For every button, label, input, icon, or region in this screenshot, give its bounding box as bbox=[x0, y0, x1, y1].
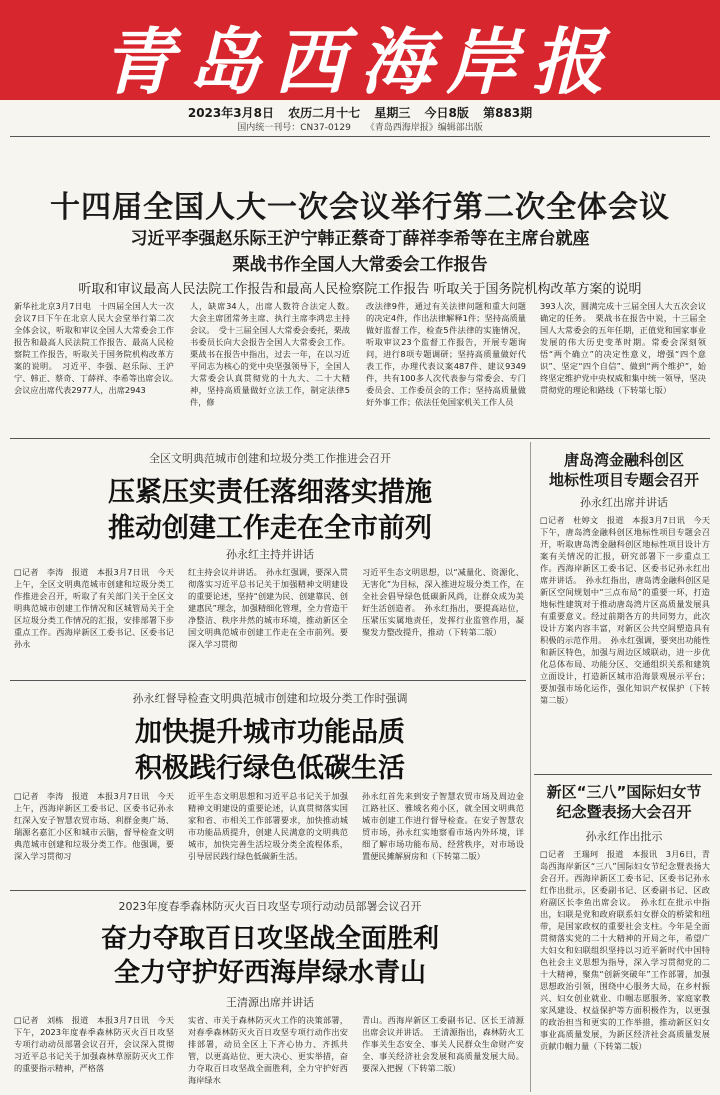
publication-code: 国内统一刊号：CN37-0129 bbox=[237, 123, 351, 133]
story2-kicker: 全区文明典范城市创建和垃圾分类工作推进会召开 bbox=[149, 452, 391, 465]
side2-body: □记者 王瑞珂 报道 本报讯 3月6日，青岛西海岸新区“三八”国际妇女节纪念暨表扬大会召开。西海岸新区工委书记、区委书记孙永红作出批示，区委副书记、区委副书记、区政府副区长李鱼出席会议。 孙永红在批示中指出，妇联是党和政府联系妇女群众的桥梁和纽带，是国家政权的重要社会支柱。今年是全面贯彻落实党的二十大精神的开局之年，希望广大妇女和妇联组织坚持以习近平新时代中国特色社会主义思想为指导，深入学习贯彻党的二十大精神，聚焦“创新突破年”工作部署，加强思想政治引领，围绕中心服务大局，在乡村振兴、妇女创业就业、巾帼志愿服务、家庭家教家风建设、权益保护等方面积极作为，以更强的政治担当和更实的工作举措，推动新区妇女事业高质量发展，为新区经济社会高质量发展贡献巾帼力量（下转第二版） bbox=[540, 849, 710, 1051]
side2-headline-2[interactable]: 纪念暨表扬大会召开 bbox=[556, 803, 692, 821]
masthead bbox=[0, 0, 720, 133]
side1-body: □记者 杜婷文 报道 本报3月7日讯 今天下午，唐岛湾金融科创区地标性项目专题会召开，听取唐岛湾金融科创区地标性项目设计方案有关情况的汇报，研究部署下一步重点工作。西海岸新区工委书记、区委书记孙永红出席并讲话。 孙永红指出，唐岛湾金融科创区是新区空间规划中“三点布局”的重要一环，打造地标性建筑对于推动唐岛湾片区高质量发展具有重要意义。经过前期各方的共同努力，此次设计方案内容丰富，对新区公共空间塑造具有积极的示范作用。 孙永红强调，要突出功能性和新区特色，加强与周边区域联动，进一步优化总体布局、功能分区、交通组织关系和建筑立面设计，打造新区城市沿海景观展示平台；要加强市场化运作，强化知识产权保护（下转第二版） bbox=[540, 515, 710, 705]
story3-col-3: 孙永红首先来到安子智慧农贸市场及周边金江路社区、雅域名苑小区，就全国文明典范城市创建工作进行督导检查。在安子智慧农贸市场，孙永红实地察看市场内外环境，详细了解市场功能布局、经营秩序，对市场设置便民摊解厨房和（下转第二版） bbox=[362, 791, 524, 861]
issue-lunar: 农历二月十七 bbox=[288, 106, 361, 120]
side1-headline-2[interactable]: 地标性项目专题会召开 bbox=[548, 471, 699, 489]
story4-col-2: 实省、市关于森林防灭火工作的决策部署，对春季森林防灭火百日攻坚专项行动作出安排部署，动员全区上下齐心协力、齐抓共管，以更高站位、更大决心、更实举措，奋力夺取百日攻坚战全面胜利，全力守护好西海岸绿水 bbox=[188, 1015, 348, 1085]
side1-rule bbox=[534, 774, 712, 775]
side1-byline: 孙永红出席并讲话 bbox=[580, 496, 668, 509]
side2-byline: 孙永红作出批示 bbox=[585, 830, 663, 843]
story2-col-2: 红主持会议并讲话。 孙永红强调，要深入贯彻落实习近平总书记关于加强精神文明建设的重要论述，坚持“创建为民、创建靠民、创建惠民”理念，加强精细化管理，全力营造干净整洁、秩序井然的城市环境，推动新区全国文明典范城市创建工作走在全市前列。要深入学习贯彻 bbox=[188, 567, 348, 649]
story2-headline-2[interactable]: 推动创建工作走在全市前列 bbox=[108, 513, 432, 544]
story4-headline-2[interactable]: 全力守护好西海岸绿水青山 bbox=[113, 958, 426, 988]
lead-subhead-3: 听取和审议最高人民法院工作报告和最高人民检察院工作报告 听取关于国务院机构改革方案的说明 bbox=[78, 282, 642, 297]
issue-number: 第883期 bbox=[483, 106, 533, 120]
side1-headline-1[interactable]: 唐岛湾金融科创区 bbox=[563, 451, 684, 469]
story3-rule bbox=[10, 890, 526, 891]
story2-headline-1[interactable]: 压紧压实责任落细落实措施 bbox=[108, 477, 432, 508]
story3-col-1: □记者 李涛 报道 本报3月7日讯 今天上午，西海岸新区工委书记、区委书记孙永红深入安子智慧农贸市场、利群金奥广场、瑞源名嘉汇小区和城市云脑，督导检查文明典范城市创建和垃圾分类工作。他强调，要深入学习贯彻习 bbox=[14, 791, 174, 861]
lead-headline[interactable]: 十四届全国人大一次会议举行第二次全体会议 bbox=[50, 190, 670, 225]
lead-col-3: 改法律9件，通过有关法律问题和重大问题的决定4件，作出法律解释1件；坚持高质量做好监督工作，检查5件法律的实施情况，听取审议23个监督工作报告，开展专题询问，进行8项专题调研；坚持高质量做好代表工作，办理代表议案487件、建议9349件，共有100多人次代表参与常委会、专门委员会、工作委员会的工作；坚持高质量做好外事工作；依法任免国家机关工作人员 bbox=[366, 301, 526, 407]
masthead-rule bbox=[10, 136, 710, 137]
story4-byline: 王清源出席并讲话 bbox=[226, 996, 314, 1009]
lead-rule bbox=[10, 438, 710, 439]
lead-col-1: 新华社北京3月7日电 十四届全国人大一次会议7日下午在北京人民大会堂举行第二次全体会议，听取和审议全国人大常委会工作报告和最高人民法院工作报告、最高人民检察院工作报告，听取关于国务院机构改革方案的说明。 习近平、李强、赵乐际、王沪宁、韩正、蔡奇、丁薛祥、李希等出席会议。 会议应出席代表2977人，出席2943 bbox=[14, 301, 183, 395]
side2-headline-1[interactable]: 新区“三八”国际妇女节 bbox=[546, 783, 702, 801]
story4-col-3: 青山。西海岸新区工委副书记、区长王清源出席会议并讲话。 王清源指出，森林防火工作事关生态安全、事关人民群众生命财产安全、事关经济社会发展和高质量发展大局。要深入把握（下转第二版） bbox=[362, 1015, 524, 1073]
story2-rule bbox=[10, 680, 526, 681]
story3-headline-1[interactable]: 加快提升城市功能品质 bbox=[135, 717, 405, 748]
issue-weekday: 星期三 bbox=[374, 106, 411, 120]
sidebar-divider bbox=[530, 442, 531, 1092]
publisher: 《青岛西海岸报》编辑部出版 bbox=[365, 123, 483, 133]
newspaper-title: 青岛西海岸报 bbox=[101, 19, 618, 104]
story3-kicker: 孙永红督导检查文明典范城市创建和垃圾分类工作时强调 bbox=[132, 692, 408, 705]
lead-subhead-2: 栗战书作全国人大常委会工作报告 bbox=[232, 255, 488, 275]
lead-col-4: 393人次，圆满完成十三届全国人大五次会议确定的任务。 栗战书在报告中说，十三届全国人大常委会的五年任期，正值党和国家事业发展的伟大历史变革时期。常委会深刻领悟“两个确立”的决定性意义，增强“四个意识”、坚定“四个自信”、做到“两个维护”，始终坚定维护党中央权威和集中统一领导，坚决贯彻党的理论和路线（下转第七版） bbox=[540, 301, 706, 395]
story4-headline-1[interactable]: 奋力夺取百日攻坚战全面胜利 bbox=[100, 924, 439, 954]
story2-col-3: 习近平生态文明思想，以“减量化、资源化、无害化”为目标，深入推进垃圾分类工作，在全社会倡导绿色低碳新风尚，让群众成为美好生活创造者。 孙永红指出，要提高站位，压紧压实属地责任，发挥行业监管作用，凝聚发力整改提升，推动（下转第二版） bbox=[362, 567, 524, 637]
story3-col-2: 近平生态文明思想和习近平总书记关于加强精神文明建设的重要论述，认真贯彻落实国家和省、市相关工作部署要求，加快推动城市功能品质提升，创建人民满意的文明典范城市，加快完善生活垃圾分类全流程体系，引导居民践行绿色低碳新生活。 bbox=[188, 791, 348, 861]
story2-byline: 孙永红主持并讲话 bbox=[226, 548, 314, 561]
story3-headline-2[interactable]: 积极践行绿色低碳生活 bbox=[135, 753, 405, 784]
lead-subhead-1: 习近平李强赵乐际王沪宁韩正蔡奇丁薛祥李希等在主席台就座 bbox=[130, 229, 590, 249]
story2-col-1: □记者 李涛 报道 本报3月7日讯 今天上午，全区文明典范城市创建和垃圾分类工作推进会召开，听取了有关部门关于全区文明典范城市创建工作情况和区城管局关于全区垃圾分类工作情况的汇报，安排部署下步重点工作。西海岸新区工委书记、区委书记孙永 bbox=[14, 567, 174, 649]
issue-line bbox=[0, 104, 720, 121]
story4-col-1: □记者 刘栋 报道 本报3月7日讯 今天下午，2023年度春季森林防灭火百日攻坚专项行动动员部署会议召开，会议深入贯彻习近平总书记关于加强森林草原防灭火工作的重要指示精神，严格落 bbox=[14, 1015, 174, 1073]
issue-pages: 今日8版 bbox=[424, 106, 469, 120]
code-line bbox=[0, 120, 720, 133]
lead-col-2: 人，缺席34人，出席人数符合法定人数。 大会主席团常务主席、执行主席李鸿忠主持会议。 受十三届全国人大常委会委托，栗战书委员长向大会报告全国人大常委会工作。栗战书在报告中指出，过去一年，在以习近平同志为核心的党中央坚强领导下，全国人大常委会认真贯彻党的十九大、二十大精神，坚持高质量做好立法工作，制定法律5件，修 bbox=[190, 301, 359, 407]
issue-date: 2023年3月8日 bbox=[187, 106, 274, 120]
story4-kicker: 2023年度春季森林防灭火百日攻坚专项行动动员部署会议召开 bbox=[118, 900, 422, 913]
